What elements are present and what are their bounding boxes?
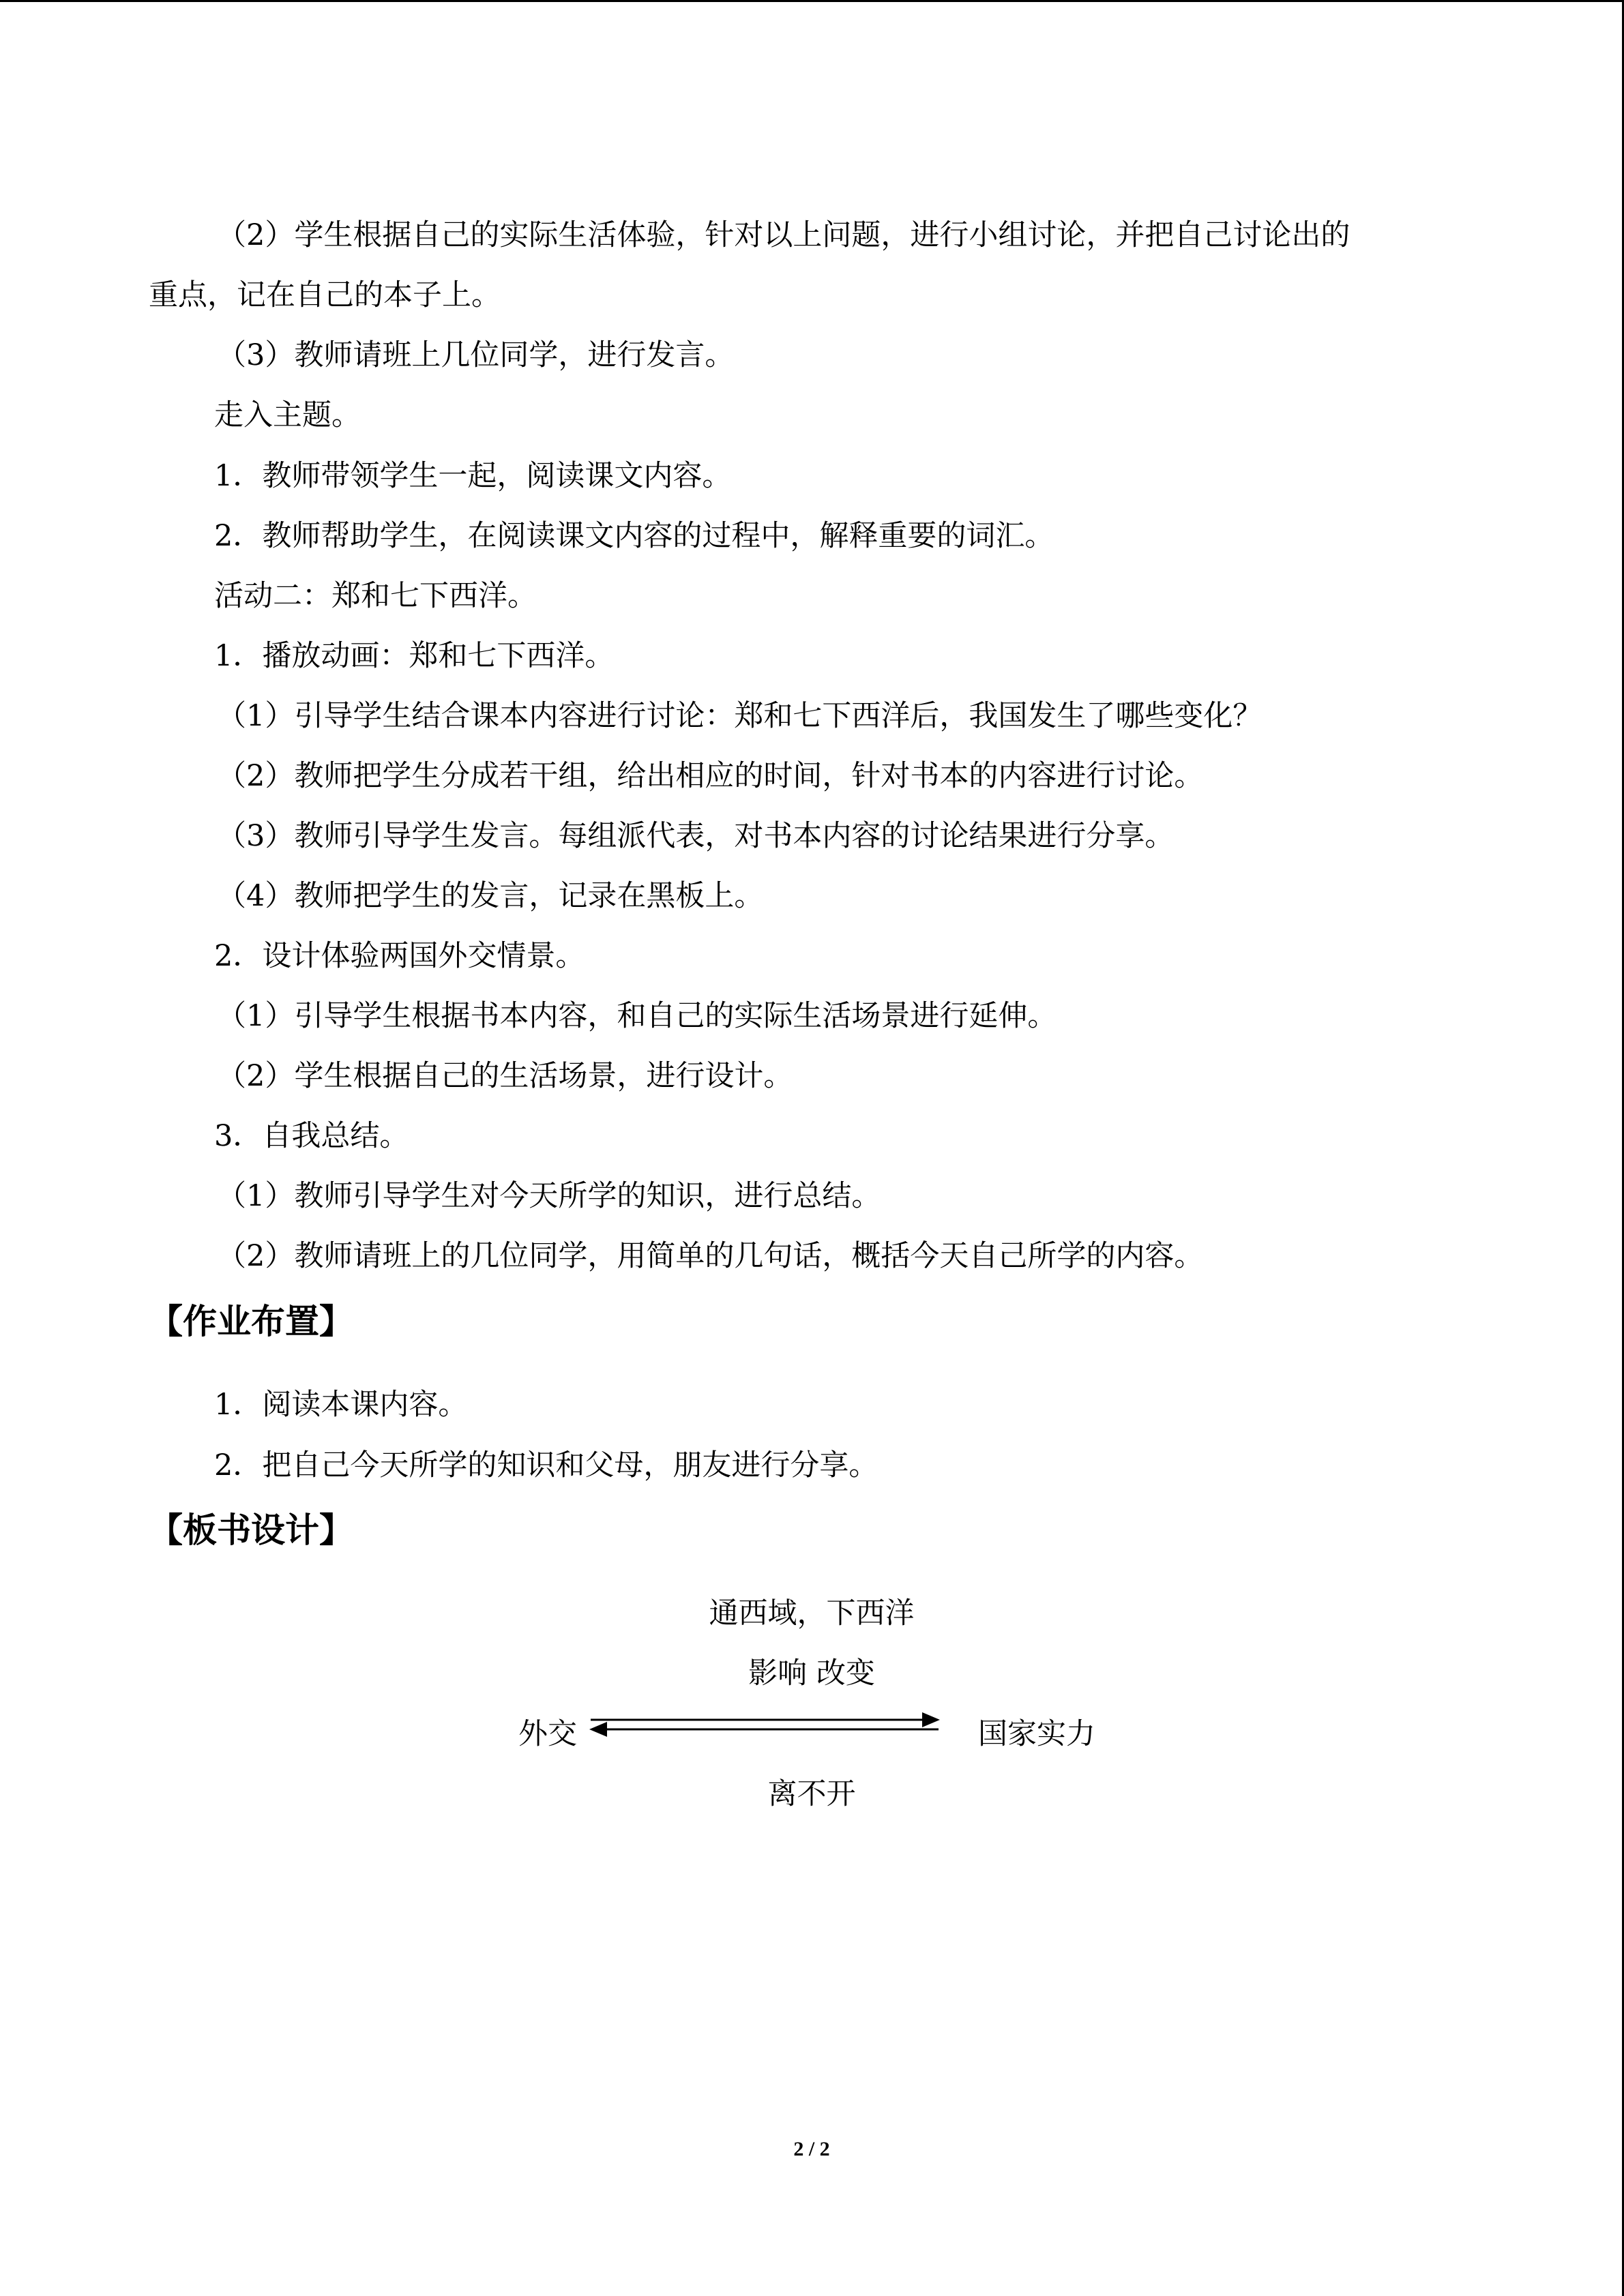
paragraph-line: （3）教师引导学生发言。每组派代表，对书本内容的讨论结果进行分享。 [217, 819, 1175, 853]
paragraph-line: （1）引导学生根据书本内容，和自己的实际生活场景进行延伸。 [217, 999, 1057, 1033]
homework-item: 2．把自己今天所学的知识和父母，朋友进行分享。 [214, 1448, 879, 1482]
paragraph-line: 2．教师帮助学生，在阅读课文内容的过程中，解释重要的词汇。 [214, 519, 1054, 553]
paragraph-line: （2）教师把学生分成若干组，给出相应的时间，针对书本的内容进行讨论。 [217, 759, 1204, 793]
diagram-relation-label: 影响 改变 [748, 1656, 875, 1690]
paragraph-line: 1．教师带领学生一起，阅读课文内容。 [214, 459, 732, 493]
paragraph-line: 活动二：郑和七下西洋。 [214, 579, 537, 613]
paragraph-line: 1．播放动画：郑和七下西洋。 [214, 639, 615, 673]
paragraph-line: 2．设计体验两国外交情景。 [214, 939, 585, 973]
paragraph-line: （4）教师把学生的发言，记录在黑板上。 [217, 879, 764, 913]
paragraph-line: （1）教师引导学生对今天所学的知识，进行总结。 [217, 1179, 881, 1213]
paragraph-line: 重点，记在自己的本子上。 [149, 278, 501, 312]
page-number: 2 / 2 [793, 2138, 830, 2160]
diagram-left-node: 外交 [518, 1717, 577, 1751]
double-arrow-icon [588, 1705, 943, 1746]
paragraph-line: （3）教师请班上几位同学，进行发言。 [217, 338, 735, 372]
paragraph-line: （1）引导学生结合课本内容进行讨论：郑和七下西洋后，我国发生了哪些变化？ [217, 699, 1263, 733]
diagram-right-node: 国家实力 [978, 1717, 1095, 1751]
paragraph-line: （2）教师请班上的几位同学，用简单的几句话，概括今天自己所学的内容。 [217, 1239, 1204, 1273]
paragraph-line: （2）学生根据自己的实际生活体验，针对以上问题，进行小组讨论，并把自己讨论出的 [217, 218, 1350, 252]
paragraph-line: 走入主题。 [214, 398, 361, 432]
paragraph-line: （2）学生根据自己的生活场景，进行设计。 [217, 1059, 793, 1093]
diagram-bottom-label: 离不开 [767, 1777, 856, 1811]
homework-heading: 【作业布置】 [149, 1302, 353, 1341]
paragraph-line: 3．自我总结。 [214, 1119, 409, 1153]
homework-item: 1．阅读本课内容。 [214, 1388, 468, 1422]
board-design-heading: 【板书设计】 [149, 1510, 353, 1550]
diagram-top-label: 通西域，下西洋 [709, 1596, 915, 1630]
